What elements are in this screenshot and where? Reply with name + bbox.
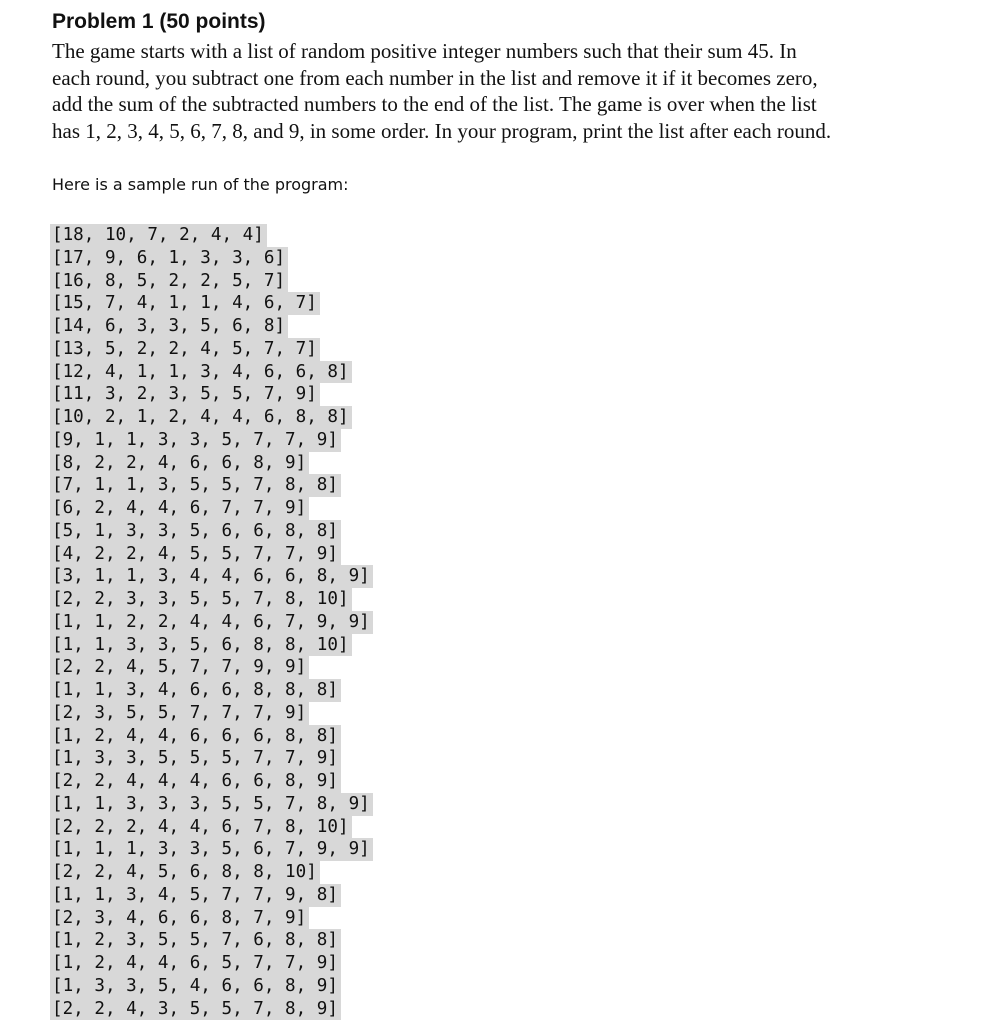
description-line: The game starts with a list of random positive integer numbers such that their sum 45. In — [52, 39, 797, 63]
output-line: [8, 2, 2, 4, 6, 6, 8, 9] — [50, 452, 309, 475]
output-line: [15, 7, 4, 1, 1, 4, 6, 7] — [50, 292, 320, 315]
description-line: has 1, 2, 3, 4, 5, 6, 7, 8, and 9, in some order. In your program, print the list after each round. — [52, 118, 832, 143]
description-line: each round, you subtract one from each number in the list and remove it if it becomes zero, — [52, 65, 818, 90]
output-line: [1, 1, 3, 4, 5, 7, 7, 9, 8] — [50, 884, 341, 907]
output-line: [2, 2, 2, 4, 4, 6, 7, 8, 10] — [50, 816, 352, 839]
output-line: [5, 1, 3, 3, 5, 6, 6, 8, 8] — [50, 520, 341, 543]
output-line: [1, 3, 3, 5, 4, 6, 6, 8, 9] — [50, 975, 341, 998]
output-line: [14, 6, 3, 3, 5, 6, 8] — [50, 315, 288, 338]
output-line: [1, 1, 3, 3, 5, 6, 8, 8, 10] — [50, 634, 352, 657]
output-line: [12, 4, 1, 1, 3, 4, 6, 6, 8] — [50, 361, 352, 384]
output-line: [1, 2, 3, 5, 5, 7, 6, 8, 8] — [50, 929, 341, 952]
output-line: [17, 9, 6, 1, 3, 3, 6] — [50, 247, 288, 270]
output-line: [18, 10, 7, 2, 4, 4] — [50, 224, 267, 247]
output-line: [16, 8, 5, 2, 2, 5, 7] — [50, 270, 288, 293]
output-line: [1, 2, 4, 4, 6, 6, 6, 8, 8] — [50, 725, 341, 748]
output-line: [1, 3, 3, 5, 5, 5, 7, 7, 9] — [50, 747, 341, 770]
output-line: [1, 1, 3, 4, 6, 6, 8, 8, 8] — [50, 679, 341, 702]
problem-description — [52, 38, 952, 144]
output-line: [2, 3, 4, 6, 6, 8, 7, 9] — [50, 907, 309, 930]
output-line: [1, 1, 2, 2, 4, 4, 6, 7, 9, 9] — [50, 611, 373, 634]
sample-run-output — [50, 224, 373, 1020]
output-line: [2, 2, 4, 4, 4, 6, 6, 8, 9] — [50, 770, 341, 793]
output-line: [9, 1, 1, 3, 3, 5, 7, 7, 9] — [50, 429, 341, 452]
output-line: [10, 2, 1, 2, 4, 4, 6, 8, 8] — [50, 406, 352, 429]
output-line: [13, 5, 2, 2, 4, 5, 7, 7] — [50, 338, 320, 361]
output-line: [1, 1, 1, 3, 3, 5, 6, 7, 9, 9] — [50, 838, 373, 861]
sample-run-intro: Here is a sample run of the program: — [52, 175, 349, 194]
description-line: add the sum of the subtracted numbers to the end of the list. The game is over when the list — [52, 92, 817, 116]
output-line: [2, 2, 4, 5, 7, 7, 9, 9] — [50, 656, 309, 679]
output-line: [6, 2, 4, 4, 6, 7, 7, 9] — [50, 497, 309, 520]
output-line: [1, 2, 4, 4, 6, 5, 7, 7, 9] — [50, 952, 341, 975]
output-line: [7, 1, 1, 3, 5, 5, 7, 8, 8] — [50, 474, 341, 497]
output-line: [2, 3, 5, 5, 7, 7, 7, 9] — [50, 702, 309, 725]
problem-heading: Problem 1 (50 points) — [52, 10, 266, 33]
output-line: [3, 1, 1, 3, 4, 4, 6, 6, 8, 9] — [50, 565, 373, 588]
output-line: [2, 2, 3, 3, 5, 5, 7, 8, 10] — [50, 588, 352, 611]
output-line: [11, 3, 2, 3, 5, 5, 7, 9] — [50, 383, 320, 406]
output-line: [1, 1, 3, 3, 3, 5, 5, 7, 8, 9] — [50, 793, 373, 816]
output-line: [2, 2, 4, 3, 5, 5, 7, 8, 9] — [50, 998, 341, 1021]
output-line: [4, 2, 2, 4, 5, 5, 7, 7, 9] — [50, 543, 341, 566]
output-line: [2, 2, 4, 5, 6, 8, 8, 10] — [50, 861, 320, 884]
